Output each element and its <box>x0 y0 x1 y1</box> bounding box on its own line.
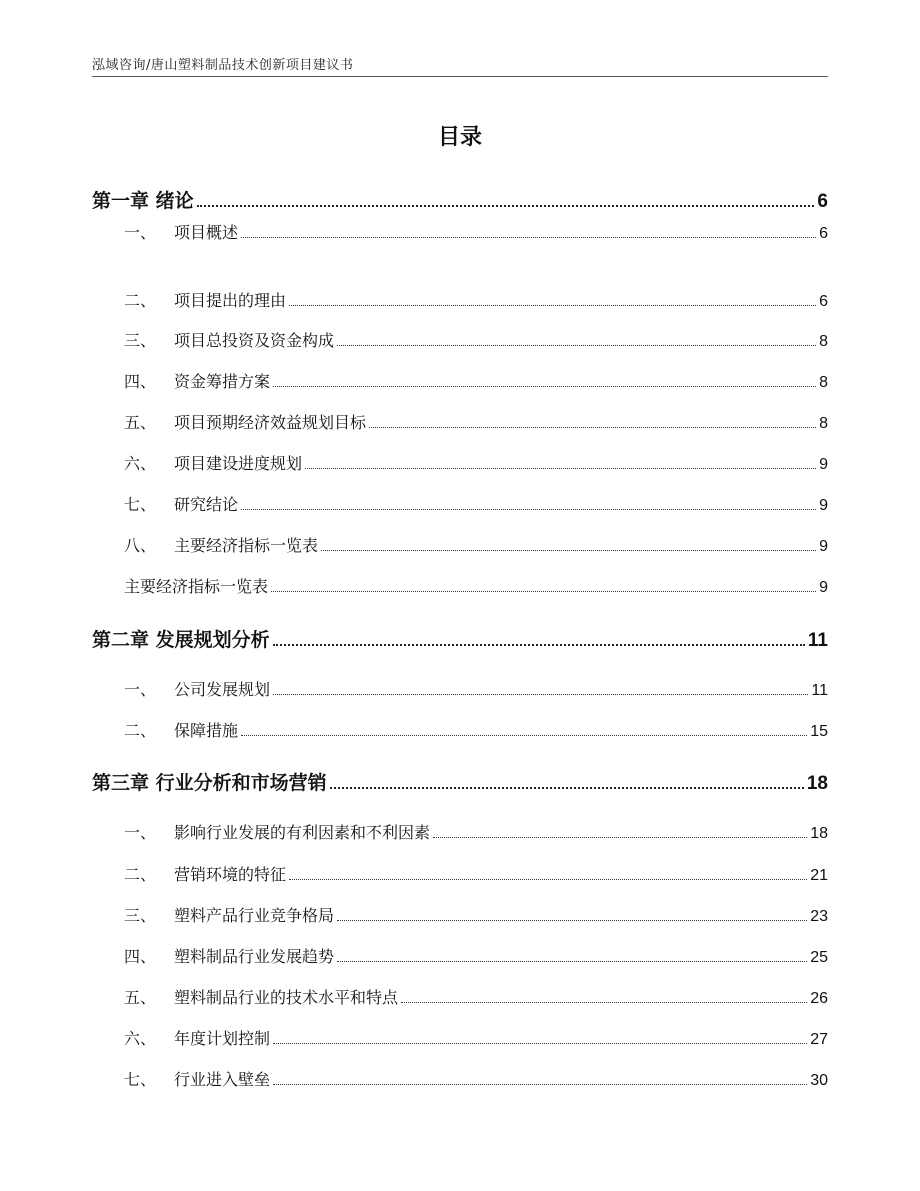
toc-entry-number: 三、 <box>124 906 157 925</box>
toc-dot-leader <box>273 385 816 387</box>
toc-page-number: 26 <box>810 990 828 1007</box>
toc-entry-label: 第二章 发展规划分析 <box>92 629 270 651</box>
toc-dot-leader <box>273 1083 807 1085</box>
toc-dot-leader <box>337 960 807 962</box>
toc-entry-label: 塑料制品行业发展趋势 <box>174 947 335 966</box>
toc-dot-leader <box>273 1042 807 1044</box>
toc-dot-leader <box>401 1001 807 1003</box>
toc-page-number: 6 <box>817 191 828 212</box>
toc-page-number: 6 <box>819 293 828 310</box>
toc-page-number: 9 <box>819 579 828 596</box>
toc-entry-label: 塑料产品行业竞争格局 <box>174 906 335 925</box>
toc-page-number: 11 <box>807 630 828 651</box>
toc-entry-number: 四、 <box>124 947 157 966</box>
toc-dot-leader <box>271 590 816 592</box>
toc-entry-number: 七、 <box>124 495 157 514</box>
toc-section-entry[interactable] <box>92 944 828 967</box>
toc-entry-number: 一、 <box>124 680 157 699</box>
toc-dot-leader <box>330 786 804 789</box>
toc-entry-label: 第一章 绪论 <box>92 190 194 212</box>
toc-page-number: 15 <box>810 723 828 740</box>
toc-section-entry[interactable] <box>92 220 828 243</box>
toc-chapter-entry[interactable] <box>92 768 828 795</box>
toc-page-number: 23 <box>810 908 828 925</box>
toc-section-entry[interactable] <box>92 903 828 926</box>
toc-dot-leader <box>369 426 816 428</box>
toc-page-number: 11 <box>811 682 828 699</box>
toc-dot-leader <box>241 508 816 510</box>
toc-dot-leader <box>241 236 816 238</box>
toc-section-entry[interactable] <box>92 862 828 885</box>
toc-entry-label: 年度计划控制 <box>174 1029 271 1048</box>
toc-dot-leader <box>321 549 816 551</box>
toc-dot-leader <box>337 919 807 921</box>
toc-section-entry[interactable] <box>92 328 828 351</box>
toc-section-entry[interactable] <box>92 574 828 597</box>
toc-entry-label: 项目概述 <box>174 223 239 242</box>
toc-entry-label: 项目建设进度规划 <box>174 454 303 473</box>
toc-dot-leader <box>273 643 805 646</box>
toc-page-number: 9 <box>819 497 828 514</box>
toc-page-number: 25 <box>810 949 828 966</box>
toc-section-entry[interactable] <box>92 410 828 433</box>
toc-dot-leader <box>433 836 807 838</box>
toc-dot-leader <box>305 467 816 469</box>
toc-page-number: 21 <box>810 867 828 884</box>
toc-entry-label: 公司发展规划 <box>174 680 271 699</box>
toc-section-entry[interactable] <box>92 1026 828 1049</box>
toc-page-number: 8 <box>819 333 828 350</box>
toc-entry-label: 主要经济指标一览表 <box>124 577 269 596</box>
toc-chapter-entry[interactable] <box>92 186 828 213</box>
toc-entry-number: 一、 <box>124 823 157 842</box>
toc-dot-leader <box>289 878 807 880</box>
toc-entry-label: 第三章 行业分析和市场营销 <box>92 772 327 794</box>
toc-section-entry[interactable] <box>92 718 828 741</box>
toc-section-entry[interactable] <box>92 1067 828 1090</box>
toc-section-entry[interactable] <box>92 820 828 843</box>
toc-section-entry[interactable] <box>92 288 828 311</box>
toc-dot-leader <box>273 693 808 695</box>
toc-entry-label: 主要经济指标一览表 <box>174 536 319 555</box>
toc-section-entry[interactable] <box>92 369 828 392</box>
toc-entry-number: 二、 <box>124 865 157 884</box>
toc-entry-label: 项目预期经济效益规划目标 <box>174 413 367 432</box>
toc-entry-number: 六、 <box>124 454 157 473</box>
toc-entry-label: 营销环境的特征 <box>174 865 287 884</box>
toc-entry-number: 七、 <box>124 1070 157 1089</box>
toc-entry-label: 行业进入壁垒 <box>174 1070 271 1089</box>
toc-entry-number: 五、 <box>124 988 157 1007</box>
toc-entry-number: 五、 <box>124 413 157 432</box>
toc-page-number: 18 <box>806 773 828 794</box>
toc-entry-number: 六、 <box>124 1029 157 1048</box>
toc-page-number: 8 <box>819 374 828 391</box>
page-header: 泓域咨询/唐山塑料制品技术创新项目建议书 <box>92 58 354 73</box>
toc-entry-number: 一、 <box>124 223 157 242</box>
toc-entry-label: 资金筹措方案 <box>174 372 271 391</box>
toc-section-entry[interactable] <box>92 533 828 556</box>
toc-chapter-entry[interactable] <box>92 625 828 652</box>
toc-entry-label: 研究结论 <box>174 495 239 514</box>
toc-page-number: 30 <box>810 1072 828 1089</box>
toc-page-number: 6 <box>819 225 828 242</box>
toc-section-entry[interactable] <box>92 677 828 700</box>
header-rule <box>92 76 828 77</box>
toc-entry-label: 影响行业发展的有利因素和不利因素 <box>174 823 431 842</box>
toc-entry-number: 三、 <box>124 331 157 350</box>
toc-section-entry[interactable] <box>92 451 828 474</box>
toc-page-number: 9 <box>819 538 828 555</box>
toc-entry-label: 塑料制品行业的技术水平和特点 <box>174 988 399 1007</box>
toc-entry-number: 八、 <box>124 536 157 555</box>
toc-page-number: 18 <box>810 825 828 842</box>
toc-entry-number: 二、 <box>124 721 157 740</box>
toc-section-entry[interactable] <box>92 492 828 515</box>
toc-dot-leader <box>241 734 807 736</box>
toc-dot-leader <box>289 304 816 306</box>
toc-entry-label: 保障措施 <box>174 721 239 740</box>
toc-page-number: 27 <box>810 1031 828 1048</box>
toc-entry-number: 四、 <box>124 372 157 391</box>
toc-page-number: 8 <box>819 415 828 432</box>
toc-title: 目录 <box>437 125 482 150</box>
toc-entry-label: 项目提出的理由 <box>174 291 287 310</box>
toc-entry-number: 二、 <box>124 291 157 310</box>
toc-dot-leader <box>197 204 815 207</box>
toc-entry-label: 项目总投资及资金构成 <box>174 331 335 350</box>
toc-page-number: 9 <box>819 456 828 473</box>
toc-section-entry[interactable] <box>92 985 828 1008</box>
toc-dot-leader <box>337 344 816 346</box>
